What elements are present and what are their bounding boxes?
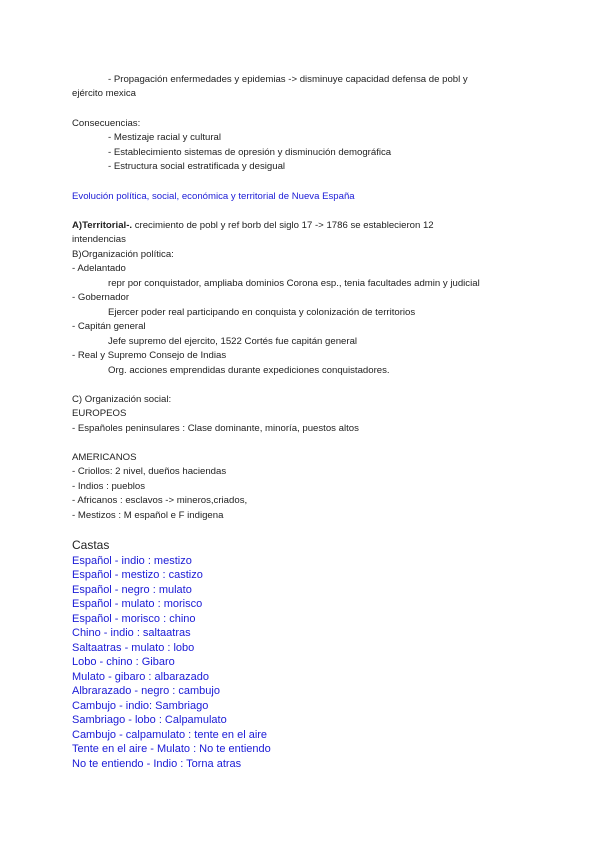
politica-title: - Capitán general: [72, 321, 146, 332]
politica-heading: B)Organización política:: [72, 249, 174, 260]
americanos-item: - Criollos: 2 nivel, dueños haciendas: [72, 466, 227, 477]
consecuencia-item: - Estructura social estratificada y desigual: [108, 161, 286, 172]
intro-line-continuation: ejército mexica: [72, 88, 136, 99]
consecuencia-item: - Establecimiento sistemas de opresión y disminución demográfica: [108, 147, 392, 158]
territorial-text: crecimiento de pobl y ref borb del siglo 17 -> 1786 se establecieron 12: [132, 220, 434, 231]
casta-item: Chino - indio : saltaatras: [72, 627, 191, 639]
europeos-label: EUROPEOS: [72, 408, 127, 419]
americanos-item: - Indios : pueblos: [72, 481, 146, 492]
casta-item: Tente en el aire - Mulato : No te entiendo: [72, 743, 271, 755]
politica-desc: Ejercer poder real participando en conquista y colonización de territorios: [108, 307, 416, 318]
politica-desc: Jefe supremo del ejercito, 1522 Cortés fue capitán general: [108, 336, 358, 347]
politica-desc: Org. acciones emprendidas durante expediciones conquistadores.: [108, 365, 390, 376]
territorial-continuation: intendencias: [72, 234, 126, 245]
casta-item: Español - negro : mulato: [72, 584, 192, 596]
consecuencias-heading: Consecuencias:: [72, 118, 141, 129]
casta-item: Saltaatras - mulato : lobo: [72, 642, 195, 654]
territorial-paragraph: [72, 219, 434, 234]
casta-item: Mulato - gibaro : albarazado: [72, 671, 209, 683]
casta-item: Albrarazado - negro : cambujo: [72, 685, 220, 697]
americanos-label: AMERICANOS: [72, 452, 137, 463]
politica-desc: repr por conquistador, ampliaba dominios Corona esp., tenia facultades admin y judicial: [108, 278, 480, 289]
casta-item: Español - mestizo : castizo: [72, 569, 203, 581]
americanos-item: - Africanos : esclavos -> mineros,criados,: [72, 495, 248, 506]
castas-title: Castas: [72, 538, 110, 552]
americanos-item: - Mestizos : M español e F indigena: [72, 510, 224, 521]
section-title: Evolución política, social, económica y territorial de Nueva España: [72, 191, 355, 202]
intro-line: - Propagación enfermedades y epidemias -> disminuye capacidad defensa de pobl y: [108, 74, 468, 85]
politica-title: - Real y Supremo Consejo de Indias: [72, 350, 227, 361]
casta-item: Español - indio : mestizo: [72, 555, 192, 567]
casta-item: Cambujo - calpamulato : tente en el aire: [72, 729, 268, 741]
casta-item: Lobo - chino : Gibaro: [72, 656, 175, 668]
casta-item: Cambujo - indio: Sambriago: [72, 700, 209, 712]
social-heading: C) Organización social:: [72, 394, 172, 405]
casta-item: Español - morisco : chino: [72, 613, 196, 625]
casta-item: Sambriago - lobo : Calpamulato: [72, 714, 227, 726]
politica-title: - Adelantado: [72, 263, 126, 274]
consecuencia-item: - Mestizaje racial y cultural: [108, 132, 222, 143]
casta-item: Español - mulato : morisco: [72, 598, 203, 610]
territorial-label: A)Territorial-.: [72, 220, 133, 231]
casta-item: No te entiendo - Indio : Torna atras: [72, 758, 242, 770]
politica-title: - Gobernador: [72, 292, 130, 303]
europeos-item: - Españoles peninsulares : Clase dominante, minoría, puestos altos: [72, 423, 359, 434]
